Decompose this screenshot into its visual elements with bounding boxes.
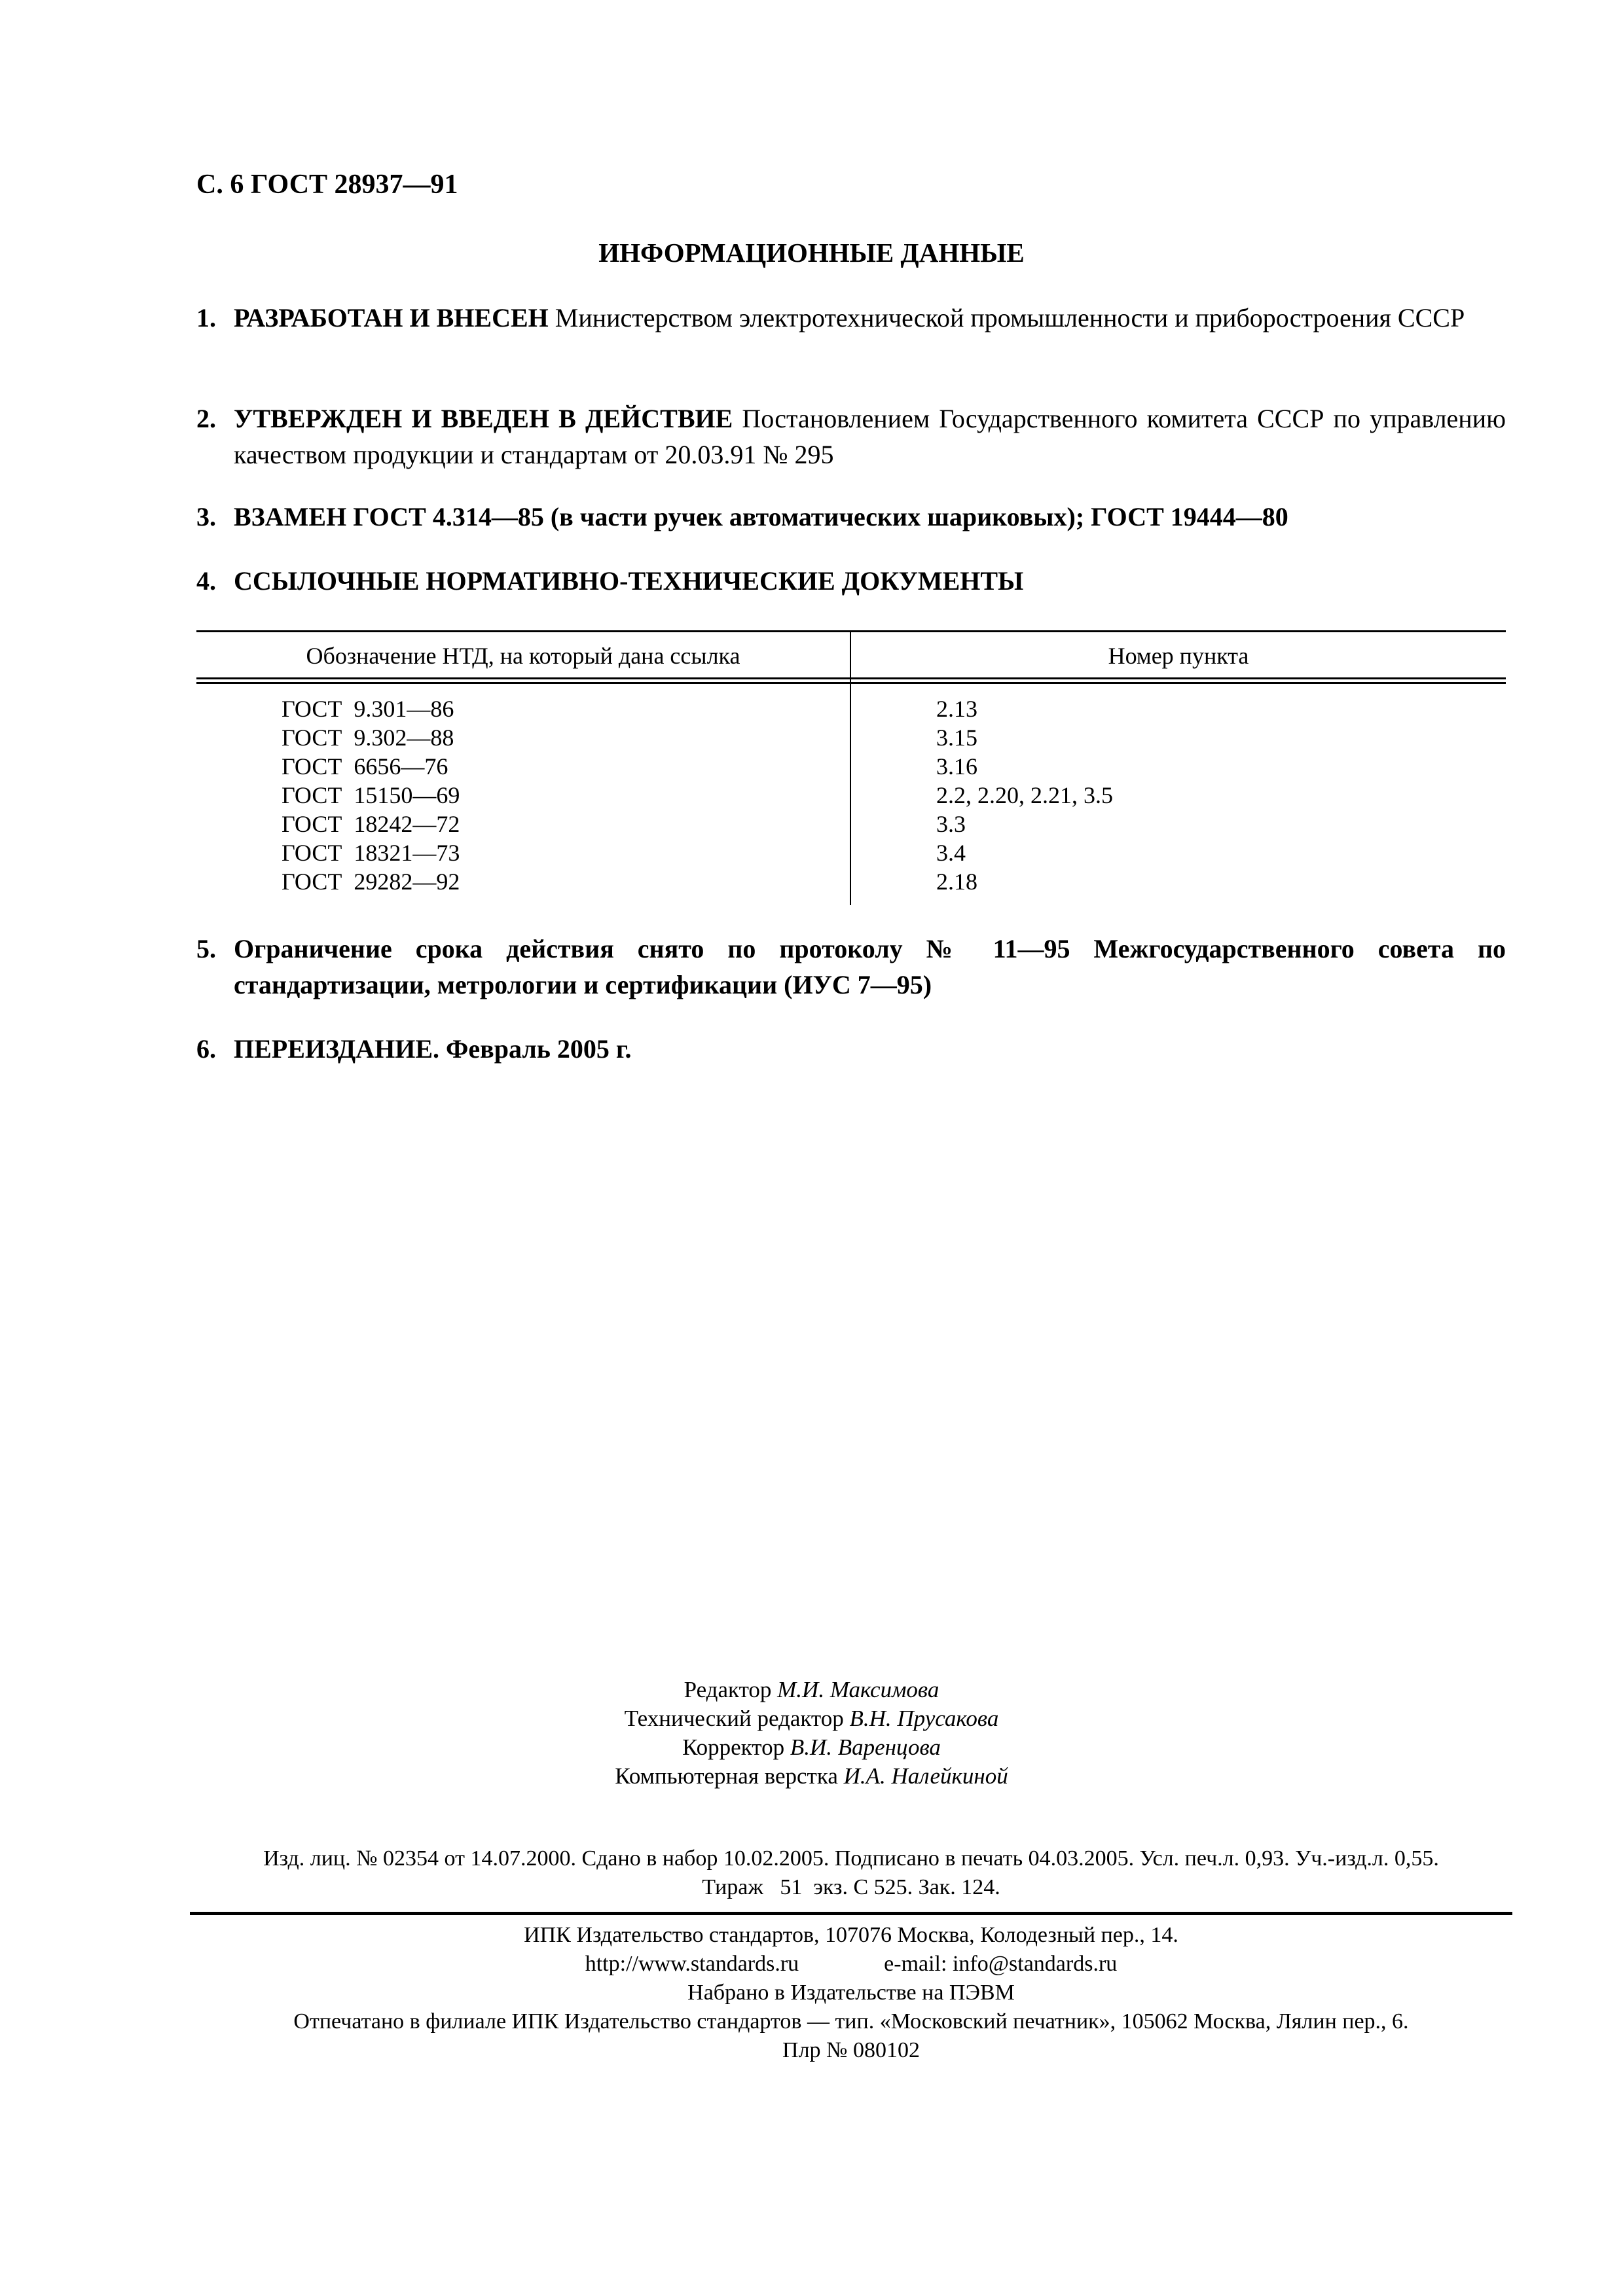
item-number: 6. [196, 1034, 216, 1064]
clause-cell: 2.2, 2.20, 2.21, 3.5 [936, 782, 1113, 808]
designation-cell: ГОСТ 6656—76 [282, 753, 448, 780]
table-row [196, 723, 1506, 752]
item-text: Постановлением Государственного комитета СССР по управлению качеством продукции и стандартам от 20.03.91 № 295 [234, 404, 1506, 469]
credit-line [0, 1704, 1623, 1733]
item-heading: ВЗАМЕН ГОСТ 4.314—85 (в части ручек автоматических шариковых); ГОСТ 19444—80 [234, 502, 1288, 531]
clause-cell: 3.15 [936, 725, 977, 751]
page-header: С. 6 ГОСТ 28937—91 [196, 170, 458, 200]
publisher-printed: Отпечатано в филиале ИПК Издательство стандартов — тип. «Московский печатник», 105062 Москва, Лялин пер., 6. [293, 2009, 1409, 2034]
item-heading: Ограничение срока действия снято по протоколу № 11—95 Межгосударственного совета по стандартизации, метрологии и сертификации (ИУС 7—95) [234, 934, 1506, 999]
designation-cell: ГОСТ 18242—72 [282, 811, 460, 837]
references-table [196, 630, 1506, 905]
credit-line [0, 1676, 1623, 1704]
item-number: 4. [196, 566, 216, 596]
item-heading: ССЫЛОЧНЫЕ НОРМАТИВНО-ТЕХНИЧЕСКИЕ ДОКУМЕНТЫ [234, 566, 1024, 596]
item-number: 5. [196, 934, 216, 963]
designation-cell: ГОСТ 29282—92 [282, 869, 460, 895]
credit-role: Редактор [684, 1677, 772, 1702]
item-6 [196, 1031, 1506, 1067]
credit-line [0, 1733, 1623, 1762]
designation-cell: ГОСТ 9.301—86 [282, 696, 454, 722]
credits [0, 1676, 1623, 1791]
item-number: 2. [196, 404, 216, 433]
imprint-line: Тираж 51 экз. С 525. Зак. 124. [702, 1875, 1000, 1899]
table-row [196, 781, 1506, 810]
publisher-typeset: Набрано в Издательстве на ПЭВМ [687, 1981, 1015, 2005]
credit-role: Компьютерная верстка [615, 1763, 838, 1789]
table-row [196, 752, 1506, 781]
item-heading: УТВЕРЖДЕН И ВВЕДЕН В ДЕЙСТВИЕ [234, 404, 733, 433]
credit-name: В.И. Варенцова [790, 1734, 941, 1760]
clause-cell: 3.4 [936, 840, 966, 866]
credit-name: В.Н. Прусакова [849, 1706, 999, 1731]
clause-cell: 3.3 [936, 811, 966, 837]
item-text: Министерством электротехнической промышленности и приборостроения СССР [548, 303, 1465, 332]
publisher-email[interactable]: e-mail: info@standards.ru [884, 1952, 1118, 1976]
item-2 [196, 401, 1506, 473]
item-heading: РАЗРАБОТАН И ВНЕСЕН [234, 303, 549, 332]
publisher-plr: Плр № 080102 [782, 2038, 920, 2062]
credit-line [0, 1762, 1623, 1791]
clause-cell: 2.13 [936, 696, 977, 722]
item-number: 3. [196, 502, 216, 531]
item-heading: ПЕРЕИЗДАНИЕ. Февраль 2005 г. [234, 1034, 632, 1064]
publisher-info [190, 1921, 1512, 2065]
clause-cell: 2.18 [936, 869, 977, 895]
item-5 [196, 931, 1506, 1003]
publisher-url[interactable]: http://www.standards.ru [585, 1952, 799, 1976]
imprint [190, 1844, 1512, 1902]
imprint-line: Изд. лиц. № 02354 от 14.07.2000. Сдано в набор 10.02.2005. Подписано в печать 04.03.2005. Усл. печ.л. 0,93. Уч.-изд.л. 0,55. [263, 1846, 1439, 1871]
table-row [196, 838, 1506, 867]
section-title: ИНФОРМАЦИОННЫЕ ДАННЫЕ [598, 238, 1025, 268]
credit-role: Технический редактор [624, 1706, 844, 1731]
table-header-clause: Номер пункта [1108, 643, 1249, 669]
credit-name: М.И. Максимова [777, 1677, 939, 1702]
designation-cell: ГОСТ 9.302—88 [282, 725, 454, 751]
publisher-address: ИПК Издательство стандартов, 107076 Москва, Колодезный пер., 14. [524, 1923, 1178, 1947]
credit-role: Корректор [682, 1734, 785, 1760]
item-3 [196, 499, 1506, 535]
credit-name: И.А. Налейкиной [843, 1763, 1008, 1789]
item-4 [196, 563, 1506, 599]
table-row [196, 694, 1506, 723]
designation-cell: ГОСТ 18321—73 [282, 840, 460, 866]
item-1 [196, 300, 1506, 336]
designation-cell: ГОСТ 15150—69 [282, 782, 460, 808]
table-header-designation: Обозначение НТД, на который дана ссылка [306, 643, 740, 669]
table-top-rule [196, 630, 1506, 632]
table-row [196, 810, 1506, 838]
table-header-rule [196, 677, 1506, 684]
table-row [196, 867, 1506, 896]
clause-cell: 3.16 [936, 753, 977, 780]
item-number: 1. [196, 303, 216, 332]
footer-rule [190, 1912, 1512, 1915]
